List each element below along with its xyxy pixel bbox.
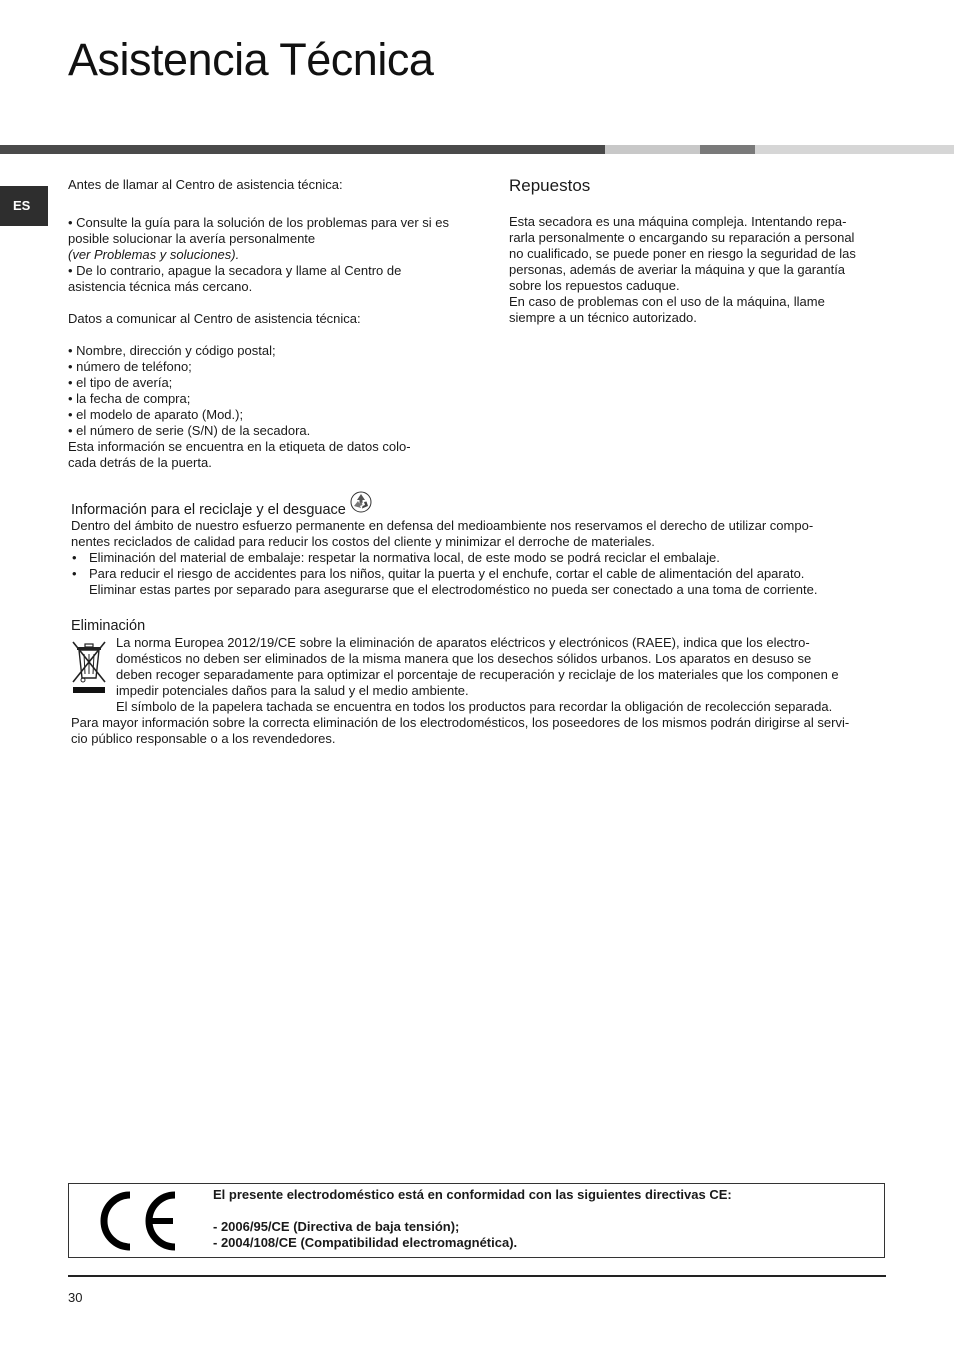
disposal-info: Para mayor información sobre la correcta eliminación de los electrodomésticos, los poseedores de los mismos podrán dirigirse al servi- [71,715,850,730]
disposal-line: deben recoger separadamente para optimizar el porcentaje de recuperación y reciclaje de los materiales que los componen e [116,667,839,682]
label-note: Esta información se encuentra en la etiqueta de datos colo- [68,439,411,454]
crossed-bin-icon [71,640,107,699]
spare-parts-line: siempre a un técnico autorizado. [509,310,697,325]
disposal-line: impedir potenciales daños para la salud y el medio ambiente. [116,683,469,698]
disposal-info: cio público responsable o a los revendedores. [71,731,336,746]
bullet-text: Para reducir el riesgo de accidentes para los niños, quitar la puerta y el enchufe, cortar el cable de alimentación del aparato. [89,566,805,581]
disposal-line: domésticos no deben ser eliminados de la misma manera que los desechos sólidos urbanos. Los aparatos en desuso se [116,651,812,666]
data-item: • el modelo de aparato (Mod.); [68,407,244,422]
spare-parts-line: personas, además de averiar la máquina y que la garantía [509,262,846,277]
bullet-guide-ref: (ver Problemas y soluciones). [68,247,240,262]
header-bar-mid [700,145,755,154]
spare-parts-heading: Repuestos [509,176,591,195]
assistance-column [68,177,458,471]
ce-directive: - 2006/95/CE (Directiva de baja tensión); [213,1219,460,1234]
recycling-intro: nentes reciclados de calidad para reducir los costos del cliente y minimizar el derroche de materiales. [71,534,655,549]
data-heading: Datos a comunicar al Centro de asistencia técnica: [68,311,361,326]
recycle-icon [350,491,372,518]
header-bar-light [605,145,700,154]
label-note: cada detrás de la puerta. [68,455,212,470]
ce-heading: El presente electrodoméstico está en conformidad con las siguientes directivas CE: [213,1187,732,1202]
disposal-section [71,618,891,747]
recycling-bullet [71,566,891,598]
footer-rule [68,1275,886,1277]
ce-directive: - 2004/108/CE (Compatibilidad electromagnética). [213,1235,518,1250]
spare-parts-column [509,176,889,326]
bullet-mark: • [72,550,77,565]
page-title: Asistencia Técnica [68,34,434,85]
data-item: • el número de serie (S/N) de la secadora. [68,423,311,438]
spare-parts-line: rarla personalmente o encargando su reparación a personal [509,230,855,245]
bullet-text: Eliminación del material de embalaje: respetar la normativa local, de este modo se podrá reciclar el embalaje. [89,550,720,565]
bullet-text: Eliminar estas partes por separado para asegurarse que el electrodoméstico no pueda ser conectado a una toma de corriente. [89,582,818,597]
page-number: 30 [68,1290,83,1305]
recycling-bullet [71,550,891,566]
recycling-heading: Información para el reciclaje y el desguace [71,502,346,518]
bullet-mark: • [72,566,77,581]
header-bar-dark [0,145,605,154]
header-bar-pale [755,145,954,154]
data-item: • Nombre, dirección y código postal; [68,343,276,358]
ce-text [213,1187,873,1251]
ce-mark-icon [99,1191,179,1256]
disposal-line: La norma Europea 2012/19/CE sobre la eliminación de aparatos eléctricos y electrónicos (RAEE), indica que los electro- [116,635,810,650]
spare-parts-line: Esta secadora es una máquina compleja. Intentando repa- [509,214,847,229]
spare-parts-line: En caso de problemas con el uso de la máquina, llame [509,294,825,309]
disposal-line: El símbolo de la papelera tachada se encuentra en todos los productos para recordar la obligación de recolección separada. [116,699,833,714]
ce-conformity-box [68,1183,885,1258]
recycling-section [71,495,891,598]
bullet-guide: • Consulte la guía para la solución de los problemas para ver si es posible solucionar la avería personalmente [68,215,450,246]
spare-parts-line: no cualificado, se puede poner en riesgo la seguridad de las [509,246,856,261]
data-item: • la fecha de compra; [68,391,191,406]
disposal-heading: Eliminación [71,618,146,634]
intro-heading: Antes de llamar al Centro de asistencia técnica: [68,177,343,192]
bullet-call: • De lo contrario, apague la secadora y llame al Centro de asistencia técnica más cercano. [68,263,402,294]
data-item: • número de teléfono; [68,359,192,374]
spare-parts-line: sobre los repuestos caduque. [509,278,680,293]
data-item: • el tipo de avería; [68,375,173,390]
recycling-intro: Dentro del ámbito de nuestro esfuerzo permanente en defensa del medioambiente nos reservamos el derecho de utilizar compo- [71,518,814,533]
language-tab: ES [0,186,48,226]
